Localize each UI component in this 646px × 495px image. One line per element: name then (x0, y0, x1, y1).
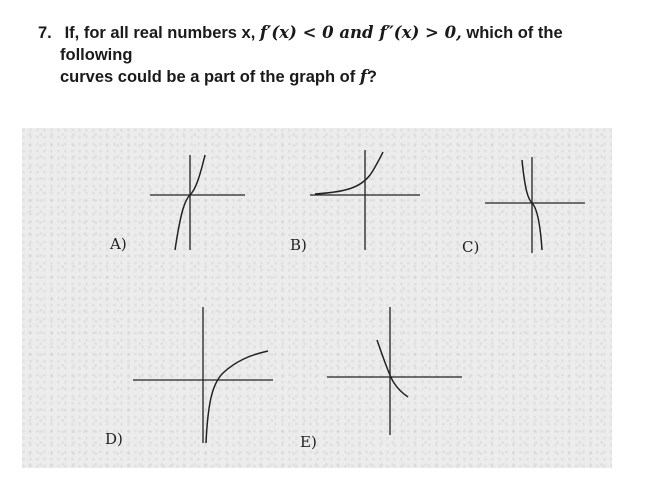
question-number: 7. (38, 24, 52, 42)
graph-a (145, 155, 255, 255)
option-d-label[interactable]: D) (105, 430, 123, 448)
question-math-f: f (359, 67, 367, 86)
question-line1-post: which of the following (60, 24, 563, 64)
question-text (38, 22, 630, 88)
option-c-label[interactable]: C) (462, 238, 480, 256)
option-e-label[interactable]: E) (300, 433, 317, 451)
option-b-label[interactable]: B) (290, 236, 307, 254)
question-line2-pre: curves could be a part of the graph of (60, 68, 356, 86)
graph-e (322, 305, 467, 440)
graph-c (480, 155, 590, 255)
question-math-condition: f′(x) < 0 and f″(x) > 0, (259, 23, 462, 42)
graph-d (128, 305, 278, 445)
question-line2-post: ? (366, 68, 378, 86)
graph-b (305, 150, 425, 255)
option-a-label[interactable]: A) (110, 235, 127, 253)
question-line1-pre: If, for all real numbers x, (64, 24, 256, 42)
